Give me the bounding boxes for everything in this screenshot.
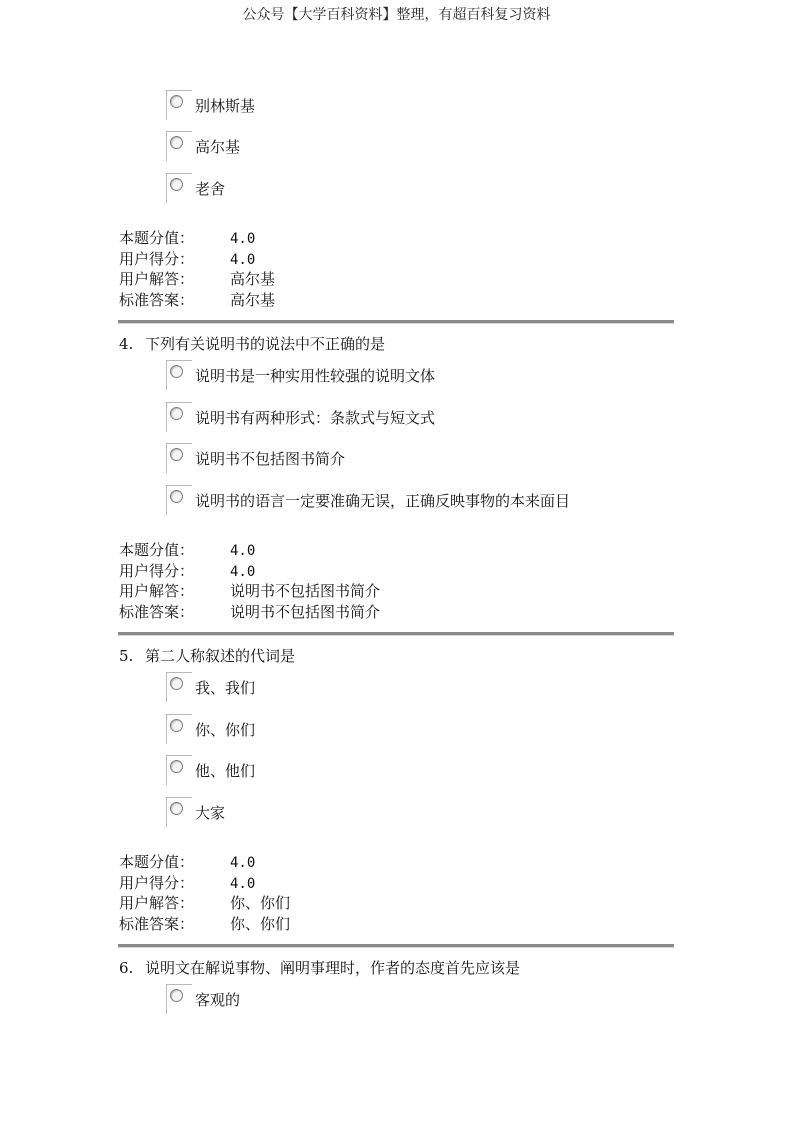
option-q4-b[interactable]: [166, 402, 726, 436]
score-value: 4.0: [230, 543, 256, 559]
score-label: 用户得分：: [119, 561, 195, 580]
radio-button[interactable]: [170, 490, 183, 503]
score-value: 4.0: [230, 875, 256, 892]
question-text: 第二人称叙述的代词是: [145, 647, 296, 665]
standard-answer: 说明书不包括图书简介: [230, 602, 381, 621]
score-label: 标准答案：: [119, 602, 195, 621]
option-q4-d[interactable]: [166, 485, 726, 519]
radio-button[interactable]: [170, 407, 183, 420]
option-label: 客观的: [195, 991, 241, 1009]
option-q5-c[interactable]: [166, 755, 726, 789]
score-value: 4.0: [230, 251, 256, 268]
score-label: 用户解答：: [119, 582, 195, 600]
option-label: 高尔基: [195, 138, 241, 156]
user-answer: 说明书不包括图书简介: [230, 582, 381, 600]
standard-answer: 你、你们: [230, 914, 291, 933]
score-label: 用户得分：: [119, 249, 195, 268]
radio-button[interactable]: [170, 677, 183, 690]
option-label: 我、我们: [195, 679, 256, 697]
score-value: 4.0: [230, 855, 256, 871]
radio-button[interactable]: [170, 365, 183, 378]
score-label: 本题分值：: [119, 541, 195, 559]
option-q3-c[interactable]: [166, 173, 726, 207]
option-q5-d[interactable]: [166, 797, 726, 831]
score-label: 用户得分：: [119, 873, 195, 892]
radio-button[interactable]: [170, 448, 183, 461]
radio-button[interactable]: [170, 136, 183, 149]
option-label: 说明书不包括图书简介: [195, 450, 346, 468]
radio-button[interactable]: [170, 178, 183, 191]
divider: [118, 320, 674, 324]
question-title: [119, 333, 385, 354]
user-answer: 高尔基: [230, 270, 276, 288]
radio-button[interactable]: [170, 95, 183, 108]
score-value: 4.0: [230, 563, 256, 580]
option-label: 老舍: [195, 180, 226, 198]
divider: [118, 632, 674, 636]
question-number: 4.: [119, 335, 134, 353]
question-text: 说明文在解说事物、阐明事理时，作者的态度首先应该是: [145, 959, 521, 977]
score-label: 标准答案：: [119, 290, 195, 309]
option-q3-b[interactable]: [166, 131, 726, 165]
page-header: 公众号【大学百科资料】整理，有超百科复习资料: [242, 7, 551, 23]
option-q4-c[interactable]: [166, 443, 726, 477]
option-label: 你、你们: [195, 721, 256, 739]
divider: [118, 944, 674, 948]
option-q6-a[interactable]: [166, 984, 726, 1018]
score-value: 4.0: [230, 231, 256, 247]
score-table-q5: [119, 852, 419, 934]
question-title: [119, 957, 520, 978]
option-label: 他、他们: [195, 762, 256, 780]
question-text: 下列有关说明书的说法中不正确的是: [145, 335, 386, 353]
score-table-q4: [119, 540, 419, 622]
radio-button[interactable]: [170, 802, 183, 815]
user-answer: 你、你们: [230, 894, 291, 912]
score-table-q3: [119, 228, 419, 310]
option-q3-a[interactable]: [166, 90, 726, 124]
score-label: 本题分值：: [119, 229, 195, 247]
score-label: 本题分值：: [119, 853, 195, 871]
score-label: 标准答案：: [119, 914, 195, 933]
standard-answer: 高尔基: [230, 290, 276, 309]
option-label: 说明书是一种实用性较强的说明文体: [195, 367, 436, 385]
radio-button[interactable]: [170, 760, 183, 773]
option-q5-b[interactable]: [166, 714, 726, 748]
question-number: 5.: [119, 647, 134, 665]
score-label: 用户解答：: [119, 894, 195, 912]
option-label: 大家: [195, 804, 226, 822]
option-label: 说明书有两种形式：条款式与短文式: [195, 409, 436, 427]
option-label: 别林斯基: [195, 97, 256, 115]
option-label: 说明书的语言一定要准确无误，正确反映事物的本来面目: [195, 492, 571, 510]
option-q5-a[interactable]: [166, 672, 726, 706]
question-number: 6.: [119, 959, 134, 977]
option-q4-a[interactable]: [166, 360, 726, 394]
radio-button[interactable]: [170, 719, 183, 732]
radio-button[interactable]: [170, 989, 183, 1002]
question-title: [119, 645, 295, 666]
score-label: 用户解答：: [119, 270, 195, 288]
